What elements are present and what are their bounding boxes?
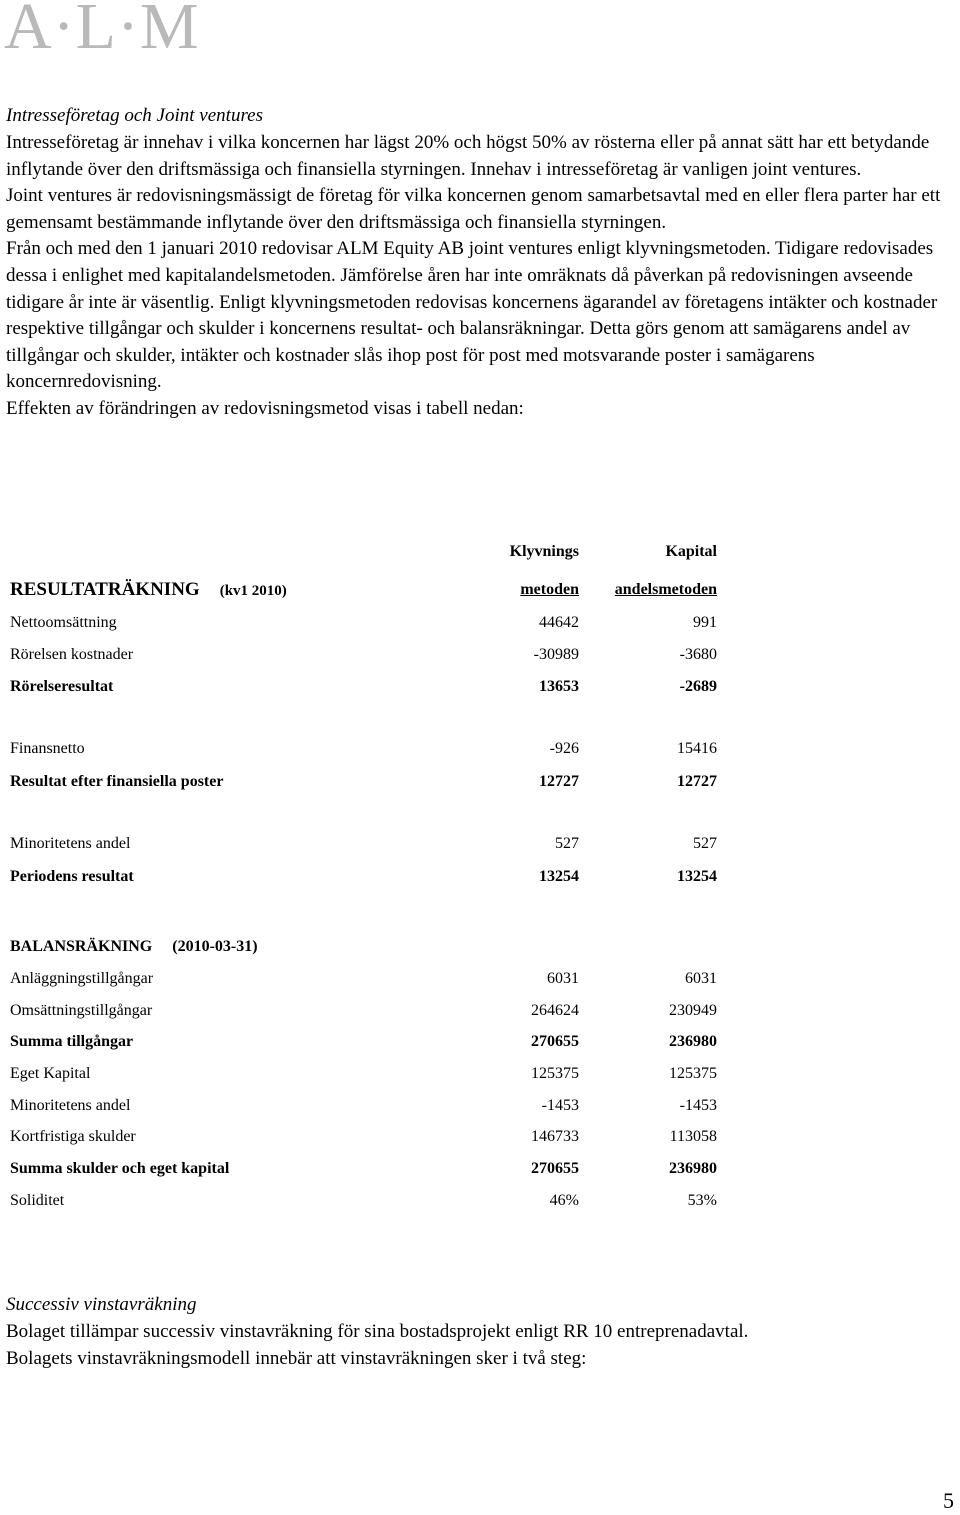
table-row bbox=[10, 834, 730, 854]
row-label: Anläggningstillgångar bbox=[10, 970, 154, 987]
paragraph-vinstavrakningsmodell: Bolagets vinstavräkningsmodell innebär att vinstavräkningen sker i två steg: bbox=[6, 1347, 587, 1369]
klyvning-value: -1453 bbox=[541, 1097, 579, 1114]
klyvning-value: 146733 bbox=[531, 1128, 579, 1145]
income-statement-header bbox=[10, 580, 730, 600]
paragraph-intresseforetag: Intresseföretag är innehav i vilka koncernen har lägst 20% och högst 50% av rösterna eller på annat sätt har ett betydande inflytande över den driftsmässiga och finansiella styrningen. Innehav i intresseföretag är vanligen joint ventures. bbox=[6, 132, 930, 180]
klyvning-value: 13653 bbox=[539, 678, 579, 695]
balance-sheet-period: (2010-03-31) bbox=[172, 938, 258, 955]
row-label: Summa skulder och eget kapital bbox=[10, 1160, 230, 1177]
kapital-value: 113058 bbox=[669, 1128, 717, 1145]
kapital-value: 15416 bbox=[677, 740, 717, 757]
row-label: Finansnetto bbox=[10, 740, 85, 757]
table-row bbox=[10, 677, 730, 697]
row-label: Nettoomsättning bbox=[10, 614, 117, 631]
klyvning-value: 125375 bbox=[531, 1065, 579, 1082]
klyvning-value: 13254 bbox=[539, 868, 579, 885]
row-label: Resultat efter finansiella poster bbox=[10, 773, 224, 790]
paragraph-bolaget: Bolaget tillämpar successiv vinstavräkning för sina bostadsprojekt enligt RR 10 entreprenadavtal. bbox=[6, 1321, 749, 1342]
table-row bbox=[10, 1064, 730, 1084]
row-label: Eget Kapital bbox=[10, 1065, 91, 1082]
col-kapital-header-bottom: andelsmetoden bbox=[614, 581, 717, 598]
klyvning-value: -30989 bbox=[533, 646, 579, 663]
row-label: Soliditet bbox=[10, 1192, 65, 1209]
klyvning-value: 270655 bbox=[531, 1160, 579, 1177]
table-row bbox=[10, 867, 730, 887]
kapital-value: 236980 bbox=[669, 1160, 717, 1177]
row-label: Minoritetens andel bbox=[10, 835, 131, 852]
kapital-value: 53% bbox=[687, 1192, 717, 1209]
table-row bbox=[10, 645, 730, 665]
table-row bbox=[10, 1001, 730, 1021]
row-label: Omsättningstillgångar bbox=[10, 1002, 153, 1019]
klyvning-value: 264624 bbox=[531, 1002, 579, 1019]
kapital-value: 236980 bbox=[669, 1033, 717, 1050]
joint-ventures-text bbox=[6, 130, 954, 423]
col-kapital-header-top: Kapital bbox=[665, 543, 717, 560]
kapital-value: 12727 bbox=[677, 773, 717, 790]
col-klyvning-header-bottom: metoden bbox=[520, 581, 579, 598]
row-label: Summa tillgångar bbox=[10, 1033, 134, 1050]
klyvning-value: 6031 bbox=[547, 970, 579, 987]
kapital-value: -3680 bbox=[679, 646, 717, 663]
kapital-value: 527 bbox=[693, 835, 717, 852]
table-row bbox=[10, 772, 730, 792]
table-row bbox=[10, 1032, 730, 1052]
table-row bbox=[10, 1096, 730, 1116]
col-klyvning-header-top: Klyvnings bbox=[509, 543, 579, 560]
income-statement-period: (kv1 2010) bbox=[219, 583, 287, 599]
row-label: Rörelsen kostnader bbox=[10, 646, 134, 663]
table-header-top bbox=[10, 542, 730, 562]
table-row bbox=[10, 739, 730, 759]
income-statement-title: RESULTATRÄKNING bbox=[10, 579, 200, 600]
kapital-value: 6031 bbox=[685, 970, 717, 987]
klyvning-value: 527 bbox=[555, 835, 579, 852]
klyvning-value: 12727 bbox=[539, 773, 579, 790]
kapital-value: 230949 bbox=[669, 1002, 717, 1019]
kapital-value: 125375 bbox=[669, 1065, 717, 1082]
successiv-text bbox=[6, 1319, 954, 1372]
balance-sheet-title: BALANSRÄKNING bbox=[10, 938, 153, 955]
kapital-value: 13254 bbox=[677, 868, 717, 885]
table-row bbox=[10, 1159, 730, 1179]
page-number: 5 bbox=[943, 1488, 954, 1513]
klyvning-value: -926 bbox=[549, 740, 579, 757]
klyvning-value: 46% bbox=[549, 1192, 579, 1209]
section-title-successiv: Successiv vinstavräkning bbox=[6, 1294, 197, 1315]
kapital-value: -2689 bbox=[679, 678, 717, 695]
table-row bbox=[10, 1191, 730, 1211]
klyvning-value: 44642 bbox=[539, 614, 579, 631]
row-label: Periodens resultat bbox=[10, 868, 134, 885]
row-label: Rörelseresultat bbox=[10, 678, 114, 695]
table-row bbox=[10, 969, 730, 989]
balance-sheet-header bbox=[10, 937, 730, 957]
paragraph-klyvningsmetoden: Från och med den 1 januari 2010 redovisar ALM Equity AB joint ventures enligt klyvningsmetoden. Tidigare redovisades dessa i enlighet med kapitalandelsmetoden. Jämförelse åren har inte omräknats då påverkan på redovisningen avseende tidigare år inte är väsentlig. Enligt klyvningsmetoden redovisas koncernens ägarandel av företagens intäkter och kostnader respektive tillgångar och skulder i koncernens resultat- och balansräkningar. Detta görs genom att samägarens andel av tillgångar och skulder, intäkter och kostnader slås ihop post för post med motsvarande poster i samägarens koncernredovisning. bbox=[6, 238, 938, 393]
row-label: Minoritetens andel bbox=[10, 1097, 131, 1114]
table-row bbox=[10, 1127, 730, 1147]
table-row bbox=[10, 613, 730, 633]
kapital-value: -1453 bbox=[679, 1097, 717, 1114]
paragraph-effekten: Effekten av förändringen av redovisningsmetod visas i tabell nedan: bbox=[6, 397, 524, 419]
klyvning-value: 270655 bbox=[531, 1033, 579, 1050]
kapital-value: 991 bbox=[693, 614, 717, 631]
section-title-joint-ventures: Intresseföretag och Joint ventures bbox=[6, 105, 263, 126]
paragraph-joint-ventures: Joint ventures är redovisningsmässigt de företag för vilka koncernen genom samarbetsavtal med en eller flera parter har ett gemensamt bestämmande inflytande över den driftsmässiga och finansiella styrningen. bbox=[6, 185, 941, 233]
row-label: Kortfristiga skulder bbox=[10, 1128, 136, 1145]
alm-logo: A·L·M bbox=[4, 0, 200, 63]
